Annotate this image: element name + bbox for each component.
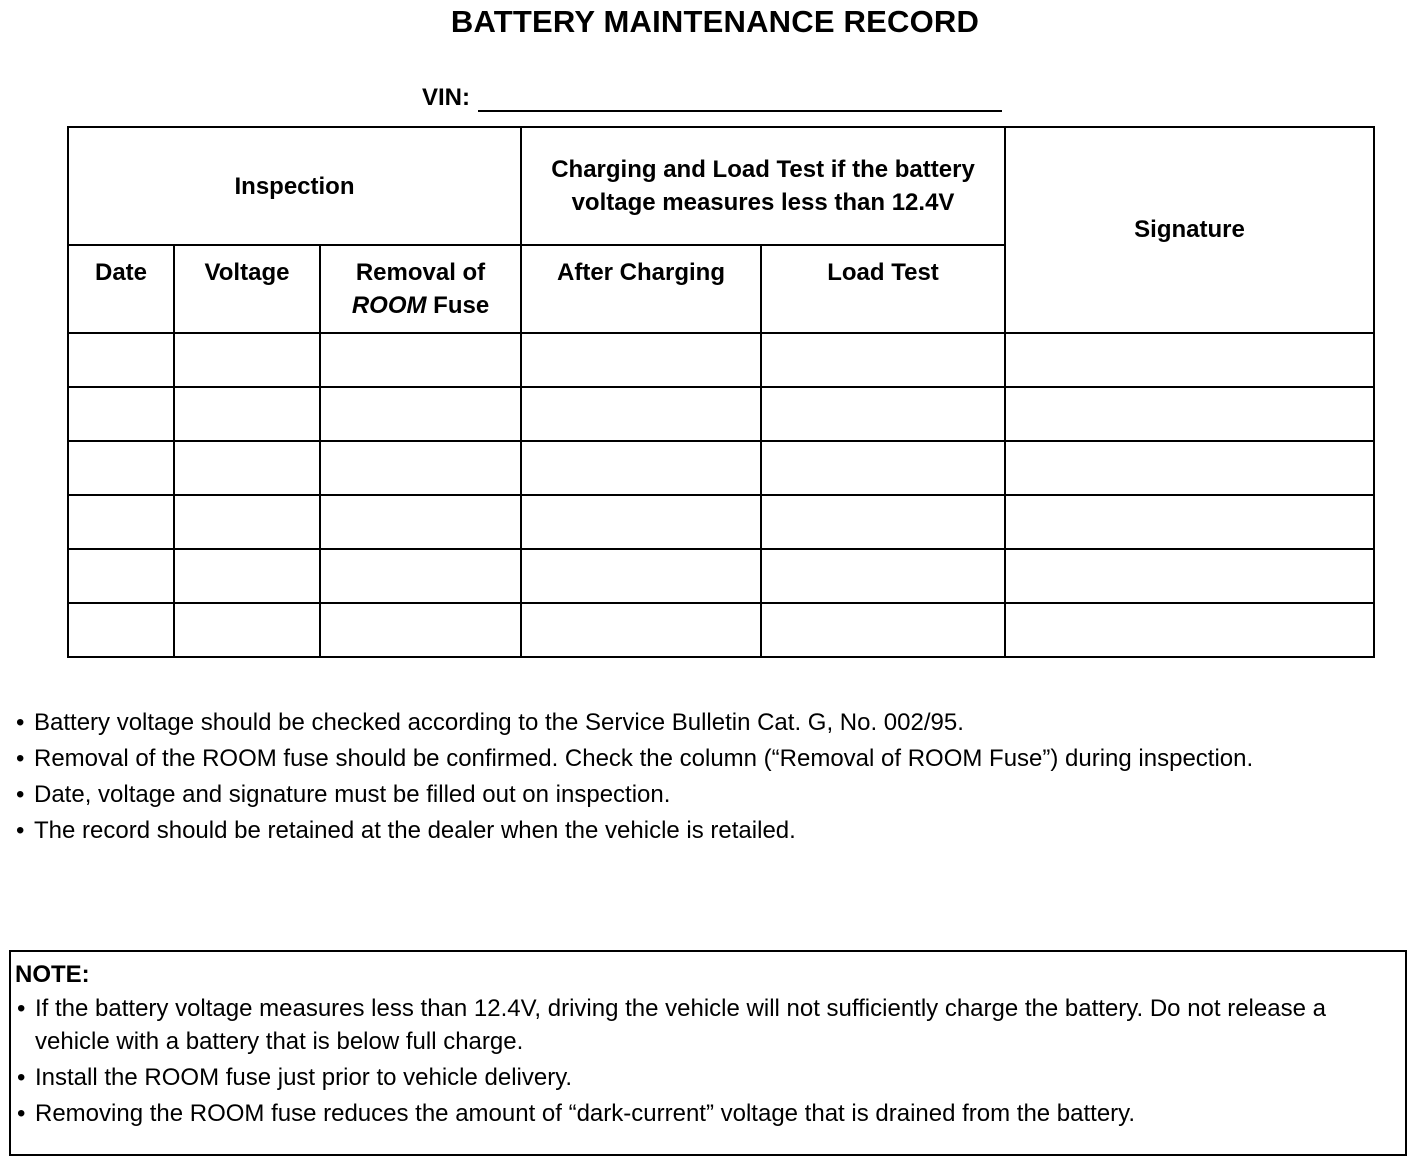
battery-maintenance-table [67,126,1375,658]
table-row [68,603,1374,657]
voltage-cell[interactable] [174,549,320,603]
load-test-cell[interactable] [761,495,1005,549]
voltage-column-label: Voltage [204,259,290,286]
removal-column-label [321,246,520,322]
note-item: • Removing the ROOM fuse reduces the amount of “dark-current” voltage that is drained from the battery. [15,1097,1399,1130]
voltage-column-header [174,245,320,333]
load-test-cell[interactable] [761,441,1005,495]
signature-cell[interactable] [1005,441,1374,495]
after-charging-column-label: After Charging [557,259,725,286]
date-column-header [68,245,174,333]
removal-cell[interactable] [320,549,521,603]
load-test-column-header [761,245,1005,333]
table-row [68,387,1374,441]
signature-cell[interactable] [1005,387,1374,441]
date-cell[interactable] [68,495,174,549]
load-test-cell[interactable] [761,549,1005,603]
charging-group-header [521,127,1005,245]
page-title: BATTERY MAINTENANCE RECORD [450,4,980,39]
note-item: • Install the ROOM fuse just prior to vehicle delivery. [15,1061,1399,1094]
removal-prefix: Removal of [355,259,486,286]
note-box [9,950,1407,1156]
date-cell[interactable] [68,603,174,657]
voltage-cell[interactable] [174,441,320,495]
date-cell[interactable] [68,387,174,441]
after-charging-cell[interactable] [521,333,761,387]
note-list [15,992,1399,1130]
removal-cell[interactable] [320,495,521,549]
removal-suffix: Fuse [433,292,490,319]
date-column-label: Date [94,259,148,286]
instructions-list [16,706,1416,850]
vin-input-line[interactable] [478,86,1002,112]
vin-field [422,84,1002,112]
table-row [68,333,1374,387]
after-charging-cell[interactable] [521,441,761,495]
voltage-cell[interactable] [174,603,320,657]
instruction-item: • The record should be retained at the dealer when the vehicle is retailed. [16,814,1416,847]
date-cell[interactable] [68,441,174,495]
load-test-cell[interactable] [761,387,1005,441]
signature-cell[interactable] [1005,495,1374,549]
removal-room-fuse-column-header [320,245,521,333]
date-cell[interactable] [68,549,174,603]
vin-label: VIN: [422,84,470,111]
after-charging-cell[interactable] [521,549,761,603]
voltage-cell[interactable] [174,495,320,549]
charging-group-header-text: Charging and Load Test if the battery voltage measures less than 12.4V [551,156,975,216]
voltage-cell[interactable] [174,333,320,387]
removal-cell[interactable] [320,441,521,495]
table-row [68,441,1374,495]
note-title: NOTE: [15,961,90,988]
inspection-group-header: Inspection [68,127,521,245]
load-test-cell[interactable] [761,603,1005,657]
load-test-column-label: Load Test [827,259,939,286]
note-item: • If the battery voltage measures less than 12.4V, driving the vehicle will not sufficiently charge the battery. Do not release a vehicle with a battery that is below full charge. [15,992,1399,1058]
date-cell[interactable] [68,333,174,387]
load-test-cell[interactable] [761,333,1005,387]
removal-cell[interactable] [320,603,521,657]
signature-cell[interactable] [1005,549,1374,603]
removal-cell[interactable] [320,387,521,441]
removal-room-emphasis: ROOM [351,292,427,319]
signature-header: Signature [1005,127,1374,333]
after-charging-column-header [521,245,761,333]
instruction-item: • Removal of the ROOM fuse should be confirmed. Check the column (“Removal of ROOM Fuse”) during inspection. [16,742,1416,775]
after-charging-cell[interactable] [521,387,761,441]
table-row [68,549,1374,603]
after-charging-cell[interactable] [521,495,761,549]
instruction-item: • Date, voltage and signature must be filled out on inspection. [16,778,1416,811]
voltage-cell[interactable] [174,387,320,441]
signature-cell[interactable] [1005,603,1374,657]
removal-cell[interactable] [320,333,521,387]
signature-cell[interactable] [1005,333,1374,387]
instruction-item: • Battery voltage should be checked according to the Service Bulletin Cat. G, No. 002/95. [16,706,1416,739]
table-row [68,495,1374,549]
after-charging-cell[interactable] [521,603,761,657]
